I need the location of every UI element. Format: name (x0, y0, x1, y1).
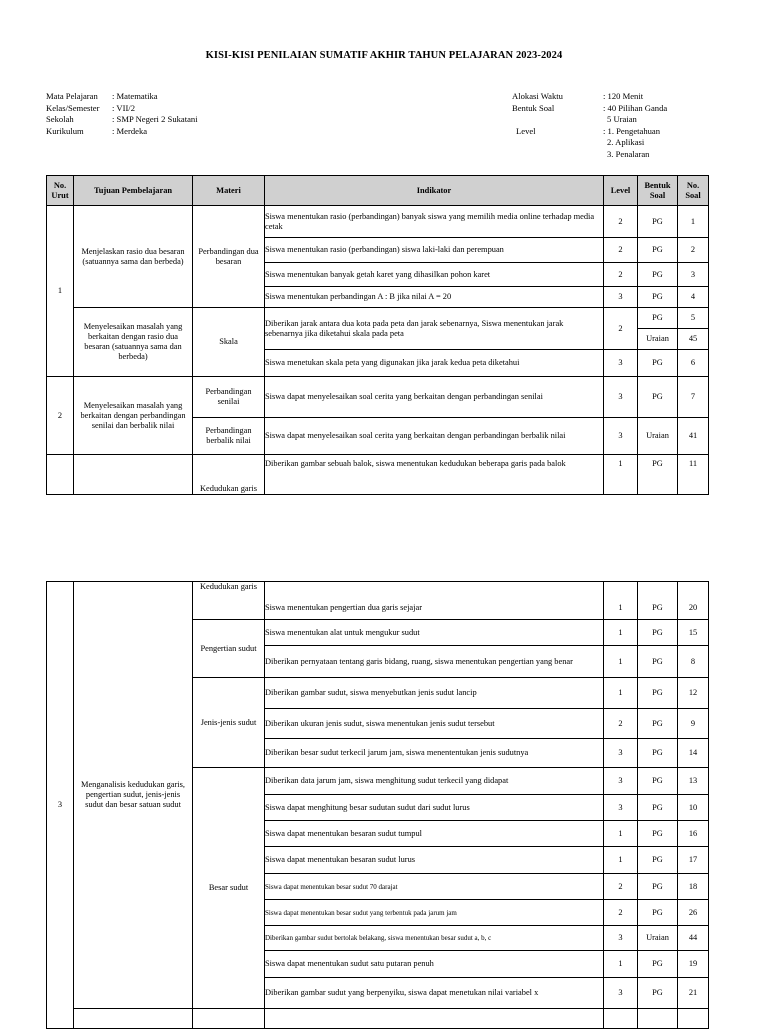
info-value: : Matematika (112, 91, 158, 101)
no-urut-cell (47, 455, 74, 495)
level-cell: 2 (604, 206, 638, 238)
info-label: Kelas/Semester (46, 102, 100, 113)
bentuk-cell: Uraian (638, 926, 678, 951)
bentuk-cell: PG (638, 678, 678, 709)
bentuk-cell: PG (638, 308, 678, 329)
info-value: : Merdeka (112, 125, 148, 136)
indikator-cell: Siswa dapat menyelesaikan soal cerita yang berkaitan dengan perbandingan berbalik nilai (265, 418, 604, 455)
nosoal-cell: 10 (678, 795, 709, 821)
level-cell: 3 (604, 287, 638, 308)
header-level: Level (604, 176, 638, 206)
bentuk-value: : 40 Pilihan Ganda (603, 102, 668, 113)
bentuk-cell: PG (638, 455, 678, 495)
level-cell: 3 (604, 377, 638, 418)
nosoal-cell: 44 (678, 926, 709, 951)
level-cell: 3 (604, 350, 638, 377)
nosoal-cell: 21 (678, 978, 709, 1009)
bentuk-value: 5 Uraian (607, 114, 637, 124)
level-cell: 3 (604, 978, 638, 1009)
nosoal-cell: 8 (678, 646, 709, 678)
level-cell (604, 1009, 638, 1029)
bentuk-cell: PG (638, 287, 678, 308)
bentuk-cell: PG (638, 739, 678, 768)
nosoal-cell: 2 (678, 238, 709, 263)
materi-cell: Pengertian sudut (193, 620, 265, 678)
nosoal-cell: 26 (678, 900, 709, 926)
indikator-cell: Diberikan ukuran jenis sudut, siswa menentukan jenis sudut tersebut (265, 709, 604, 739)
level-cell: 1 (604, 455, 638, 495)
indikator-cell: Siswa menentukan perbandingan A : B jika nilai A = 20 (265, 287, 604, 308)
bentuk-cell: PG (638, 377, 678, 418)
alokasi-value: : 120 Menit (603, 91, 644, 101)
nosoal-cell: 41 (678, 418, 709, 455)
bentuk-cell: Uraian (638, 329, 678, 350)
indikator-cell: Siswa menentukan alat untuk mengukur sudut (265, 620, 604, 646)
level-value: 2. Aplikasi (607, 137, 645, 147)
indikator-cell: Diberikan data jarum jam, siswa menghitung sudut terkecil yang didapat (265, 768, 604, 795)
indikator-cell: Diberikan gambar sudut, siswa menyebutkan jenis sudut lancip (265, 678, 604, 709)
indikator-cell: Siswa menentukan pengertian dua garis sejajar (265, 582, 604, 620)
materi-cell: Kedudukan garis (193, 582, 265, 620)
bentuk-cell: PG (638, 206, 678, 238)
bentuk-cell: PG (638, 768, 678, 795)
header-nosoal: No. Soal (678, 176, 709, 206)
bentuk-cell: PG (638, 821, 678, 847)
level-cell: 3 (604, 926, 638, 951)
nosoal-cell: 18 (678, 874, 709, 900)
bentuk-cell: PG (638, 795, 678, 821)
nosoal-cell: 3 (678, 263, 709, 287)
materi-cell: Perbandingan berbalik nilai (193, 418, 265, 455)
bentuk-cell: Uraian (638, 418, 678, 455)
level-cell: 3 (604, 739, 638, 768)
nosoal-cell (678, 1009, 709, 1029)
indikator-cell: Siswa dapat menyelesaikan soal cerita yang berkaitan dengan perbandingan senilai (265, 377, 604, 418)
nosoal-cell: 7 (678, 377, 709, 418)
nosoal-cell: 6 (678, 350, 709, 377)
level-label: Level (516, 125, 536, 136)
level-cell: 3 (604, 418, 638, 455)
bentuk-cell: PG (638, 978, 678, 1009)
tujuan-cell: Menyelesaikan masalah yang berkaitan dengan perbandingan senilai dan berbalik nilai (74, 377, 193, 455)
bentuk-label: Bentuk Soal (512, 102, 555, 113)
indikator-cell: Siswa menetukan skala peta yang digunakan jika jarak kedua peta diketahui (265, 350, 604, 377)
tujuan-cell: Menyelesaikan masalah yang berkaitan dengan rasio dua besaran (satuannya sama dan berbeda) (74, 308, 193, 377)
level-cell: 2 (604, 238, 638, 263)
nosoal-cell: 15 (678, 620, 709, 646)
no-urut-cell: 2 (47, 377, 74, 455)
info-value: : VII/2 (112, 102, 135, 113)
header-bentuk: Bentuk Soal (638, 176, 678, 206)
no-urut-cell: 3 (47, 582, 74, 1029)
level-cell: 1 (604, 582, 638, 620)
level-value: 3. Penalaran (607, 148, 650, 159)
nosoal-cell: 1 (678, 206, 709, 238)
bentuk-cell: PG (638, 874, 678, 900)
materi-cell: Jenis-jenis sudut (193, 678, 265, 768)
indikator-cell (265, 1009, 604, 1029)
info-value: : SMP Negeri 2 Sukatani (112, 114, 198, 124)
nosoal-cell: 5 (678, 308, 709, 329)
bentuk-cell: PG (638, 350, 678, 377)
header-tujuan: Tujuan Pembelajaran (74, 176, 193, 206)
bentuk-cell: PG (638, 646, 678, 678)
tujuan-cell: Menjelaskan rasio dua besaran (satuannya sama dan berbeda) (74, 206, 193, 308)
header-no: No. Urut (47, 176, 74, 206)
level-cell: 1 (604, 847, 638, 874)
level-cell: 3 (604, 768, 638, 795)
nosoal-cell: 4 (678, 287, 709, 308)
indikator-cell: Diberikan jarak antara dua kota pada peta dan jarak sebenarnya, Siswa menentukan jarak sebenarnya jika diketahui skala pada peta (265, 308, 604, 350)
level-cell: 1 (604, 646, 638, 678)
tujuan-cell (74, 1009, 193, 1029)
level-cell: 1 (604, 678, 638, 709)
bentuk-cell: PG (638, 238, 678, 263)
info-label: Sekolah (46, 114, 74, 124)
indikator-cell: Siswa dapat menentukan besaran sudut tumpul (265, 821, 604, 847)
indikator-cell: Siswa dapat menentukan besar sudut 70 darajat (265, 874, 604, 900)
nosoal-cell: 45 (678, 329, 709, 350)
materi-cell: Kedudukan garis (193, 455, 265, 495)
tujuan-cell: Menganalisis kedudukan garis, pengertian sudut, jenis-jenis sudut dan besar satuan sudut (74, 582, 193, 1009)
nosoal-cell: 13 (678, 768, 709, 795)
indikator-cell: Siswa dapat menentukan besar sudut yang terbentuk pada jarum jam (265, 900, 604, 926)
alokasi-label: Alokasi Waktu (512, 91, 563, 101)
indikator-cell: Diberikan gambar sebuah balok, siswa menentukan kedudukan beberapa garis pada balok (265, 455, 604, 495)
header-materi: Materi (193, 176, 265, 206)
indikator-cell: Siswa menentukan banyak getah karet yang dihasilkan pohon karet (265, 263, 604, 287)
bentuk-cell: PG (638, 263, 678, 287)
materi-cell: Perbandingan senilai (193, 377, 265, 418)
level-value: : 1. Pengetahuan (603, 125, 661, 136)
bentuk-cell: PG (638, 620, 678, 646)
nosoal-cell: 16 (678, 821, 709, 847)
level-cell: 1 (604, 951, 638, 978)
header-indikator: Indikator (265, 176, 604, 206)
indikator-cell: Diberikan besar sudut terkecil jarum jam, siswa menententukan jenis sudutnya (265, 739, 604, 768)
indikator-cell: Siswa menentukan rasio (perbandingan) siswa laki-laki dan perempuan (265, 238, 604, 263)
nosoal-cell: 12 (678, 678, 709, 709)
level-cell: 2 (604, 308, 638, 350)
nosoal-cell: 14 (678, 739, 709, 768)
level-cell: 1 (604, 620, 638, 646)
bentuk-cell: PG (638, 900, 678, 926)
indikator-cell: Siswa dapat menentukan sudut satu putaran penuh (265, 951, 604, 978)
materi-cell: Skala (193, 308, 265, 377)
nosoal-cell: 19 (678, 951, 709, 978)
kisi-kisi-table-page-2 (46, 581, 709, 1029)
nosoal-cell: 20 (678, 582, 709, 620)
info-label: Mata Pelajaran (46, 91, 98, 101)
materi-cell (193, 1009, 265, 1029)
indikator-cell: Diberikan gambar sudut bertolak belakang, siswa menentukan besar sudut a, b, c (265, 926, 604, 951)
nosoal-cell: 9 (678, 709, 709, 739)
info-label: Kurikulum (46, 125, 84, 136)
level-cell: 2 (604, 900, 638, 926)
kisi-kisi-table-page-1 (46, 175, 709, 495)
bentuk-cell: PG (638, 582, 678, 620)
bentuk-cell: PG (638, 951, 678, 978)
level-cell: 1 (604, 821, 638, 847)
level-cell: 2 (604, 874, 638, 900)
document-title: KISI-KISI PENILAIAN SUMATIF AKHIR TAHUN PELAJARAN 2023-2024 (205, 50, 563, 61)
indikator-cell: Siswa menentukan rasio (perbandingan) banyak siswa yang memilih media online terhadap media cetak (265, 206, 604, 238)
bentuk-cell (638, 1009, 678, 1029)
nosoal-cell: 11 (678, 455, 709, 495)
materi-cell: Besar sudut (193, 768, 265, 1009)
tujuan-cell (74, 455, 193, 495)
bentuk-cell: PG (638, 847, 678, 874)
indikator-cell: Siswa dapat menghitung besar sudutan sudut dari sudut lurus (265, 795, 604, 821)
bentuk-cell: PG (638, 709, 678, 739)
indikator-cell: Diberikan pernyataan tentang garis bidang, ruang, siswa menentukan pengertian yang benar (265, 646, 604, 678)
no-urut-cell: 1 (47, 206, 74, 377)
level-cell: 2 (604, 709, 638, 739)
materi-cell: Perbandingan dua besaran (193, 206, 265, 308)
level-cell: 2 (604, 263, 638, 287)
indikator-cell: Siswa dapat menentukan besaran sudut lurus (265, 847, 604, 874)
indikator-cell: Diberikan gambar sudut yang berpenyiku, siswa dapat menetukan nilai variabel x (265, 978, 604, 1009)
nosoal-cell: 17 (678, 847, 709, 874)
level-cell: 3 (604, 795, 638, 821)
